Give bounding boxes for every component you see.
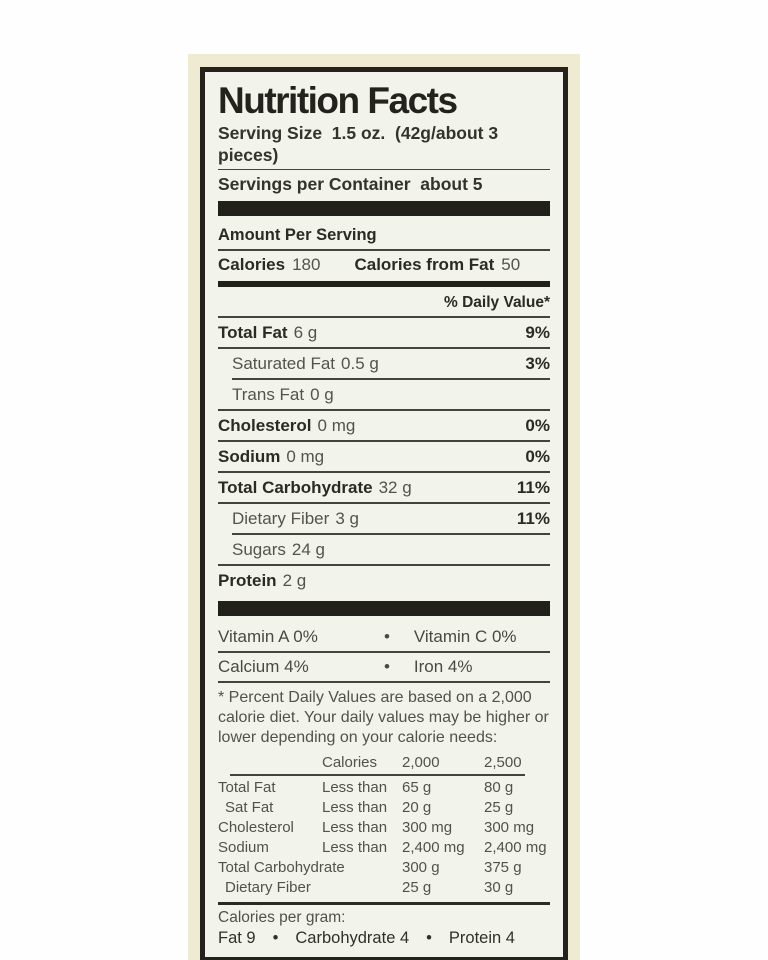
table-row-total-fat (218, 778, 550, 798)
fat-per-gram: Fat 9 (218, 929, 256, 947)
nutrient-daily-value: 0% (525, 416, 550, 435)
calories-per-gram-label: Calories per gram: (218, 909, 346, 926)
row-2500: 80 g (484, 779, 514, 796)
nutrient-row-cholesterol (218, 411, 550, 440)
nutrient-row-saturated-fat (218, 349, 550, 378)
label-title: Nutrition Facts (218, 80, 457, 121)
table-row-dietary-fiber (218, 878, 550, 898)
calories-row (218, 249, 550, 279)
row-name: Sodium (218, 839, 269, 856)
nutrient-amount: 0 g (310, 385, 334, 404)
bullet-separator: • (272, 929, 279, 947)
vitamin-row-2 (218, 653, 550, 681)
row-2000: 2,400 mg (402, 839, 465, 856)
row-2000: 300 g (402, 859, 440, 876)
row-2000: 300 mg (402, 819, 453, 836)
nutrient-name: Saturated Fat (232, 354, 336, 373)
footnote-line: * Percent Daily Values are based on a 2,000 (218, 689, 532, 706)
serving-size: Serving Size 1.5 oz. (42g/about 3 pieces) (218, 123, 503, 165)
nutrient-daily-value: 11% (516, 478, 550, 497)
nutrient-amount: 24 g (291, 540, 325, 559)
row-2000: 65 g (402, 779, 432, 796)
divider-bar-thick (218, 201, 550, 216)
row-qualifier: Less than (322, 819, 388, 836)
amount-per-serving: Amount Per Serving (218, 226, 377, 244)
row-2500: 2,400 mg (484, 839, 547, 856)
row-name: Total Carbohydrate (218, 859, 345, 876)
nutrient-row-sugars (218, 535, 550, 564)
nutrient-daily-value: 0% (525, 447, 550, 466)
table-row-total-carbohydrate (218, 858, 550, 878)
vitamin-row-1 (218, 623, 550, 651)
servings-per-container: Servings per Container about 5 (218, 174, 483, 194)
table-row-cholesterol (218, 818, 550, 838)
row-2000: 20 g (402, 799, 432, 816)
vitamin-c: Vitamin C 0% (413, 627, 517, 646)
nutrient-row-total-carbohydrate (218, 473, 550, 502)
nutrient-row-total-fat (218, 318, 550, 347)
divider-rule (218, 902, 550, 905)
nutrient-amount: 32 g (378, 478, 412, 497)
nutrient-name: Trans Fat (232, 385, 305, 404)
nutrient-name: Cholesterol (218, 416, 312, 435)
nutrient-daily-value: 9% (525, 323, 550, 342)
nutrition-label (188, 54, 580, 960)
nutrient-name: Dietary Fiber (232, 509, 330, 528)
nutrient-amount: 0 mg (286, 447, 325, 466)
nutrient-name: Protein (218, 571, 277, 590)
nutrient-row-protein (218, 566, 550, 595)
nutrient-daily-value: 11% (516, 509, 550, 528)
row-name: Sat Fat (225, 799, 274, 816)
nutrient-amount: 0 mg (317, 416, 356, 435)
row-qualifier: Less than (322, 799, 388, 816)
calories-value: 180 (292, 255, 321, 274)
nutrient-row-sodium (218, 442, 550, 471)
nutrient-name: Total Carbohydrate (218, 478, 373, 497)
iron: Iron 4% (413, 657, 473, 676)
divider-hairline (218, 681, 550, 683)
row-qualifier: Less than (322, 779, 388, 796)
footnote-line: calorie diet. Your daily values may be higher or (218, 709, 549, 726)
nutrient-amount: 6 g (293, 323, 318, 342)
daily-values-table (218, 753, 550, 898)
nutrient-amount: 2 g (282, 571, 307, 590)
bullet-separator: • (384, 657, 390, 676)
table-header-underline (230, 774, 525, 776)
row-name: Dietary Fiber (225, 879, 311, 896)
divider-hairline (218, 169, 550, 170)
table-header-row (218, 753, 550, 773)
row-qualifier: Less than (322, 839, 388, 856)
vitamin-a: Vitamin A 0% (218, 627, 318, 646)
row-2500: 25 g (484, 799, 514, 816)
header-blank (218, 753, 322, 773)
daily-value-header: % Daily Value* (444, 294, 550, 311)
header-calories: Calories (322, 754, 378, 771)
divider-bar-thick (218, 601, 550, 616)
calories-from-fat-value: 50 (501, 255, 521, 274)
table-row-sat-fat (218, 798, 550, 818)
row-2500: 30 g (484, 879, 514, 896)
bullet-separator: • (384, 627, 390, 646)
nutrient-row-trans-fat (218, 380, 550, 409)
calories-per-gram-values (218, 927, 550, 949)
row-2500: 300 mg (484, 819, 535, 836)
bullet-separator: • (426, 929, 432, 947)
calories-from-fat-label: Calories from Fat (354, 255, 495, 274)
nutrient-name: Sodium (218, 447, 281, 466)
calories-label: Calories (218, 255, 286, 274)
row-name: Total Fat (218, 779, 276, 796)
nutrient-amount: 0.5 g (341, 354, 379, 373)
header-2000: 2,000 (402, 754, 440, 771)
carbohydrate-per-gram: Carbohydrate 4 (295, 929, 410, 947)
nutrition-label-panel (200, 67, 568, 960)
row-2000: 25 g (402, 879, 432, 896)
row-name: Cholesterol (218, 819, 294, 836)
footnote-line: lower depending on your calorie needs: (218, 729, 498, 746)
nutrient-name: Total Fat (218, 323, 288, 342)
nutrient-row-dietary-fiber (218, 504, 550, 533)
calcium: Calcium 4% (218, 657, 309, 676)
nutrient-amount: 3 g (335, 509, 359, 528)
nutrient-name: Sugars (232, 540, 286, 559)
header-2500: 2,500 (484, 754, 522, 771)
protein-per-gram: Protein 4 (448, 929, 515, 947)
row-2500: 375 g (484, 859, 522, 876)
daily-value-footnote (218, 688, 550, 748)
divider-bar-medium (218, 281, 550, 287)
table-row-sodium (218, 838, 550, 858)
nutrient-daily-value: 3% (525, 354, 550, 373)
